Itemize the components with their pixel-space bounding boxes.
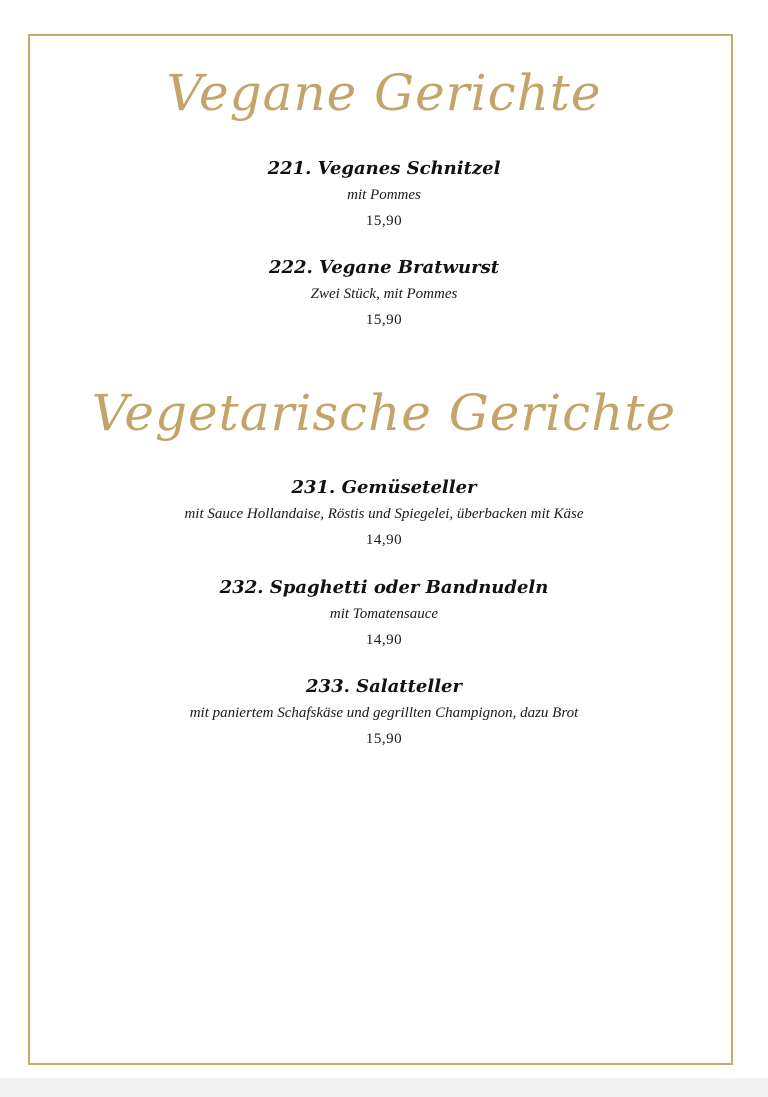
item-price: 15,90: [365, 213, 403, 229]
item-description: mit Sauce Hollandaise, Röstis und Spiegelei, überbacken mit Käse: [184, 506, 584, 522]
menu-item-221: [0, 156, 768, 234]
item-price: 14,90: [365, 532, 403, 548]
item-name: 221. Veganes Schnitzel: [267, 158, 501, 179]
section-title-vegan: Vegane Gerichte: [166, 64, 602, 122]
section-title-vegetarian: Vegetarische Gerichte: [91, 384, 677, 442]
page-bottom-strip: [0, 1078, 768, 1097]
item-name: 222. Vegane Bratwurst: [268, 257, 500, 278]
menu-item-233: [0, 674, 768, 752]
menu-item-231: [0, 475, 768, 553]
item-description: mit paniertem Schafskäse und gegrillten Champignon, dazu Brot: [189, 705, 579, 721]
item-name: 232. Spaghetti oder Bandnudeln: [219, 577, 549, 598]
item-description: mit Pommes: [347, 187, 421, 203]
item-name: 233. Salatteller: [306, 676, 462, 697]
menu-item-232: [0, 575, 768, 653]
item-description: mit Tomatensauce: [329, 606, 439, 622]
item-price: 15,90: [365, 312, 403, 328]
item-price: 15,90: [365, 731, 403, 747]
item-description: Zwei Stück, mit Pommes: [310, 286, 458, 302]
item-price: 14,90: [365, 632, 403, 648]
menu-item-222: [0, 255, 768, 333]
item-name: 231. Gemüseteller: [291, 477, 477, 498]
